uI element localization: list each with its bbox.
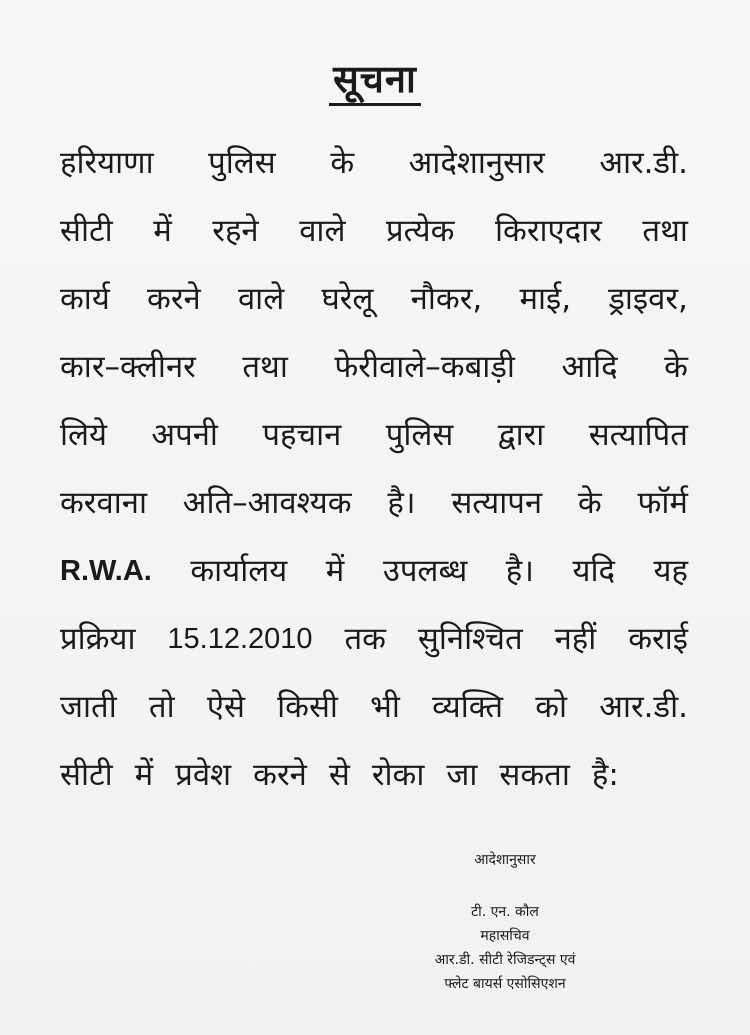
word: यदि: [572, 553, 616, 589]
word: ड्राइवर,: [608, 281, 688, 317]
word: पहचान: [262, 417, 342, 453]
word: नौकर,: [410, 281, 483, 317]
notice-line-1: [60, 138, 688, 206]
word: सकता: [499, 757, 570, 793]
notice-line-8: [60, 614, 688, 682]
notice-title: सूचना: [329, 57, 421, 106]
word: लिये: [60, 417, 108, 453]
word: जा: [446, 757, 478, 793]
notice-body: [60, 138, 688, 818]
word: अपनी: [151, 417, 218, 453]
word: तथा: [242, 349, 288, 385]
word: ऐसे: [206, 689, 245, 725]
notice-line-5: [60, 410, 688, 478]
word: वाले: [299, 213, 346, 249]
signature-block: [390, 848, 620, 996]
organization-line-2: फ्लेट बायर्स एसोसिएशन: [444, 976, 566, 992]
word: पुलिस: [385, 417, 454, 453]
word: रोका: [371, 757, 425, 793]
word: सीटी: [60, 213, 113, 249]
word: में: [325, 553, 345, 589]
word: कार–क्लीनर: [60, 349, 196, 385]
rwa-abbreviation: R.W.A.: [60, 555, 152, 587]
by-order-text: आदेशानुसार: [474, 852, 536, 868]
word: करने: [253, 757, 307, 793]
notice-line-7: [60, 546, 688, 614]
word: के: [664, 349, 688, 385]
word: प्रवेश: [175, 757, 232, 793]
word: प्रक्रिया: [60, 621, 136, 657]
word: वाले: [237, 281, 285, 317]
word: में: [153, 213, 172, 249]
word: जाती: [60, 689, 117, 725]
signatory-designation: महासचिव: [480, 928, 530, 944]
word: सीटी: [60, 757, 113, 793]
word: उपलब्ध: [382, 553, 468, 589]
signatory-name: टी. एन. कौल: [471, 904, 539, 920]
notice-line-2: [60, 206, 688, 274]
word: आदेशानुसार: [408, 145, 545, 181]
word: द्वारा: [497, 417, 545, 453]
word: भी: [370, 689, 400, 725]
word: करवाना: [60, 485, 147, 521]
word: कार्यालय: [190, 553, 288, 589]
word: कार्य: [60, 281, 110, 317]
notice-line-6: [60, 478, 688, 546]
word: है।: [387, 485, 416, 521]
word: से: [328, 757, 350, 793]
notice-title-wrap: [0, 52, 750, 104]
word: है:: [591, 757, 619, 793]
word: फॉर्म: [637, 485, 688, 521]
word: सत्यापित: [588, 417, 688, 453]
word: माई,: [519, 281, 572, 317]
word: आर.डी.: [599, 689, 688, 725]
word: घरेलू: [321, 281, 374, 317]
word: किसी: [277, 689, 338, 725]
word: किराएदार: [495, 213, 602, 249]
word: है।: [505, 553, 534, 589]
word: रहने: [212, 213, 259, 249]
notice-line-9: [60, 682, 688, 750]
word: नहीं: [554, 621, 597, 657]
word: आदि: [561, 349, 618, 385]
word: आर.डी.: [599, 145, 688, 181]
word: व्यक्ति: [432, 689, 504, 725]
word: कराई: [628, 621, 688, 657]
word: तथा: [642, 213, 688, 249]
word: के: [330, 145, 355, 181]
word: पुलिस: [208, 145, 276, 181]
word: के: [577, 485, 602, 521]
word: अति–आवश्यक: [182, 485, 352, 521]
word: तक: [344, 621, 386, 657]
organization-line-1: आर.डी. सीटी रेजिडन्ट्स एवं: [434, 952, 576, 968]
word: सत्यापन: [451, 485, 543, 521]
word: यह: [653, 553, 688, 589]
word: में: [134, 757, 154, 793]
notice-line-10: [60, 750, 688, 818]
deadline-date: 15.12.2010: [167, 623, 313, 655]
word: सुनिश्चित: [417, 621, 523, 657]
word: को: [535, 689, 568, 725]
word: फेरीवाले–कबाड़ी: [334, 349, 515, 385]
word: प्रत्येक: [386, 213, 455, 249]
word: करने: [147, 281, 201, 317]
notice-line-4: [60, 342, 688, 410]
word: तो: [148, 689, 175, 725]
word: हरियाणा: [60, 145, 154, 181]
notice-line-3: [60, 274, 688, 342]
